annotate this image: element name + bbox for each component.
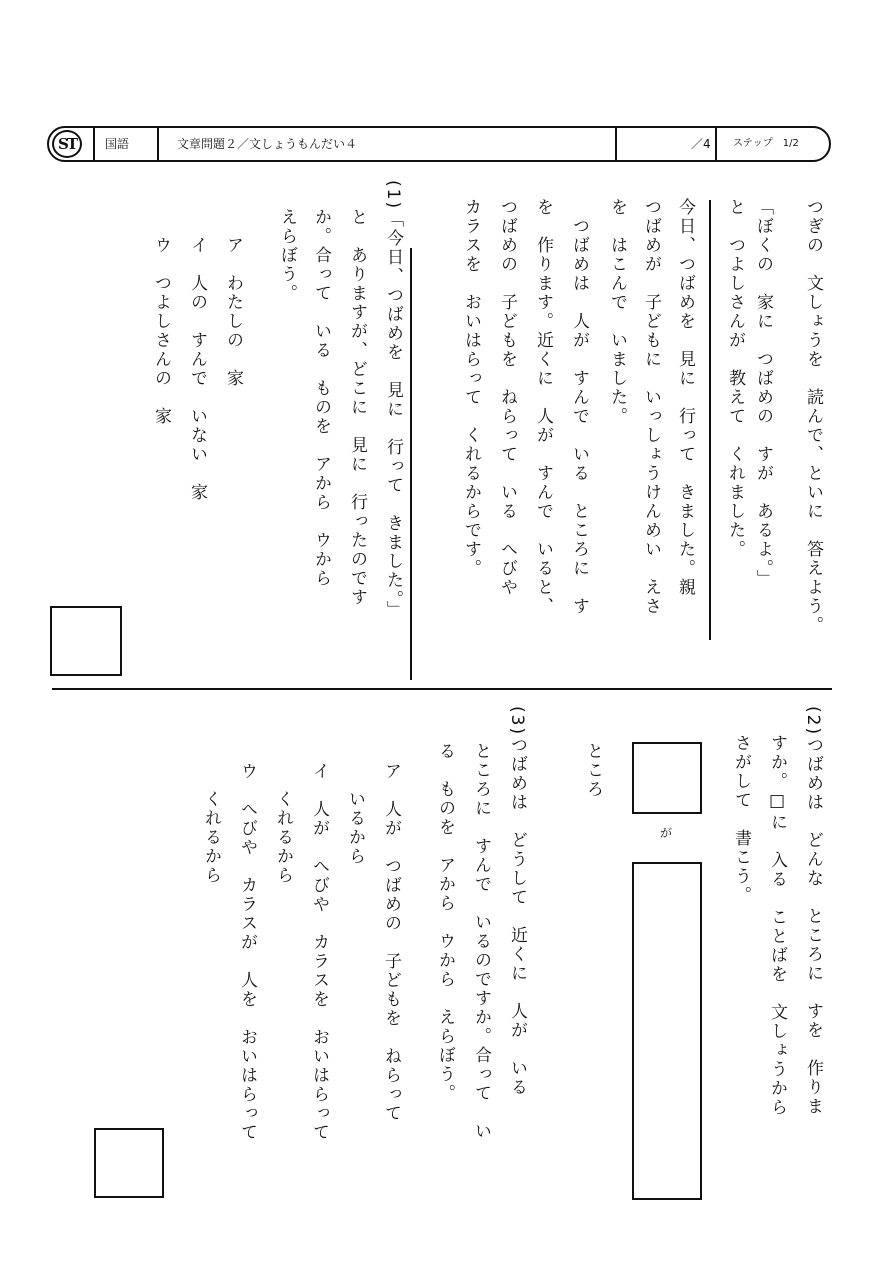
q1-prompt-line: えらぼう。 [277,208,297,303]
q3-prompt-line: る ものを アから ウから えらぼう。 [435,742,455,1103]
passage-line: 「ぼくの 家に つばめの すが あるよ。」 [753,198,773,589]
q1-choice-a: ア わたしの 家 [223,236,243,388]
worksheet-title: 文章問題２／文しょうもんだい４ [177,137,358,151]
instructions: つぎの 文しょうを 読んで、といに 答えよう。 [803,198,823,635]
q2-answer-box-small[interactable] [632,742,702,814]
q3-choice-u-cont: くれるから [201,790,221,885]
q2-prompt-line: さがして 書こう。 [731,734,751,905]
passage-line: つばめが 子どもに いっしょうけんめい えさ [641,198,661,616]
score-field: ／4 [691,137,711,151]
q1-choice-i: イ 人の すんで いない 家 [187,236,207,502]
q3-choice-u: ウ へびや カラスが 人を おいはらって [237,762,257,1142]
q1-prompt-line: と ありますが、どこに 見に 行ったのです [347,208,367,607]
q1-prompt-line: か。合って いる ものを アから ウから [311,208,331,588]
subject-label: 国語 [105,137,130,151]
q2-prompt-line: (2)つばめは どんな ところに すを 作りま [803,706,823,1117]
passage-line: を はこんで いました。 [607,198,627,426]
q1-answer-box[interactable] [50,606,122,676]
passage-line: カラスを おいはらって くれるからです。 [461,198,481,578]
passage-line: と つよしさんが 教えて くれました。 [725,198,745,559]
passage-divider [709,200,711,640]
section-divider [52,688,832,690]
passage-line: つばめの 子どもを ねらって いる へびや [497,198,517,597]
header-divider [93,128,95,160]
q1-choice-u: ウ つよしさんの 家 [151,236,171,426]
q3-prompt-line: (3)つばめは どうして 近くに 人が いる [507,706,527,1098]
passage-line: を 作ります。近くに 人が すんで いると、 [533,198,553,616]
q1-prompt-line: (1)「今日、つばめを 見に 行って きました。」 [383,180,403,620]
q3-answer-box[interactable] [94,1128,164,1198]
worksheet-header [47,126,831,162]
q3-choice-a-cont: いるから [345,790,365,866]
q3-prompt-line: ところに すんで いるのですか。合って い [471,742,491,1141]
q3-choice-i: イ 人が へびや カラスを おいはらって [309,762,329,1142]
step-indicator: ステップ 1/2 [733,138,799,149]
q1-underline [410,248,412,680]
q3-choice-i-cont: くれるから [273,790,293,885]
header-divider [157,128,159,160]
passage-line: 今日、つばめを 見に 行って きました。親 [675,198,695,597]
q2-answer-box-large[interactable] [632,862,702,1200]
publisher-logo: ST [52,130,82,158]
passage-line: つばめは 人が すんで いる ところに す [569,198,589,616]
header-divider [715,128,717,160]
q2-label-ga: が [660,826,673,840]
q2-label-tokoro: ところ [583,742,603,799]
q3-choice-a: ア 人が つばめの 子どもを ねらって [381,762,401,1123]
q2-prompt-line: すか。□に 入る ことばを 文しょうから [767,734,787,1117]
header-divider [615,128,617,160]
